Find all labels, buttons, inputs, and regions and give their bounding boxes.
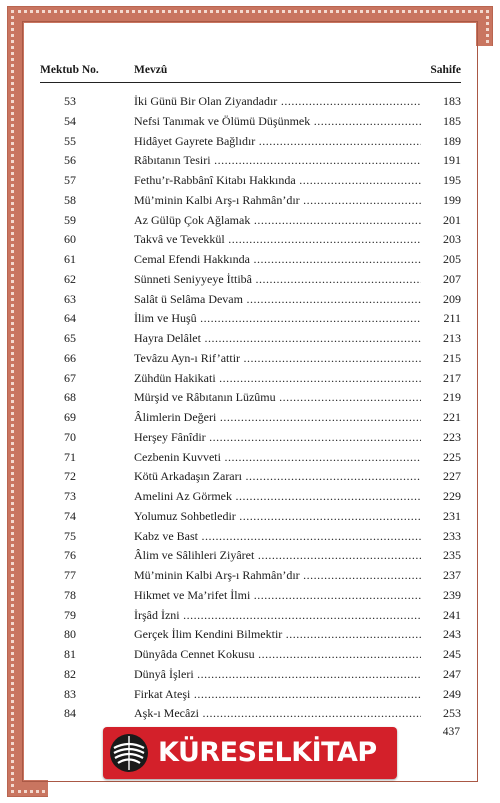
page-reference: 233 (443, 528, 461, 543)
letter-title: Fethu’r-Rabbânî Kitabı Hakkında ..... (134, 171, 421, 191)
letter-title: Zühdün Hakikati ..... (134, 369, 421, 389)
page-reference: 221 (443, 410, 461, 424)
letter-number: 81 (64, 647, 76, 661)
toc-row (40, 487, 461, 507)
toc-row (40, 586, 461, 606)
column-header-page: Sahife (430, 64, 461, 76)
letter-number: 54 (64, 113, 76, 128)
letter-title: Herşey Fânîdir ..... (134, 428, 421, 448)
letter-title: Cemal Efendi Hakkında ..... (134, 250, 421, 270)
toc-row (40, 230, 461, 250)
letter-number: 57 (64, 173, 76, 187)
letter-title: Dünyâda Cennet Kokusu ..... (134, 645, 421, 665)
letter-title: Yolumuz Sohbetledir ..... (134, 507, 421, 527)
toc-row (40, 132, 461, 152)
letter-number: 79 (64, 607, 76, 622)
letter-title: Mü’minin Kalbi Arş-ı Rahmân’dır ..... (134, 191, 421, 211)
column-header-number: Mektub No. (40, 64, 99, 76)
letter-number: 77 (64, 568, 76, 582)
letter-title: Nefsi Tanımak ve Ölümü Düşünmek ..... (134, 112, 421, 132)
letter-number: 53 (64, 94, 76, 108)
page-reference: 253 (443, 706, 461, 721)
letter-number: 76 (64, 548, 76, 563)
letter-number: 80 (64, 627, 76, 642)
toc-row (40, 408, 461, 428)
page-reference: 205 (443, 252, 461, 266)
page-reference: 243 (443, 627, 461, 642)
letter-number: 55 (64, 133, 76, 148)
letter-title: Hikmet ve Ma’rifet İlmi ..... (134, 586, 421, 606)
page-number: 437 (442, 726, 460, 738)
letter-number: 70 (64, 429, 76, 444)
letter-title: Amelini Az Görmek ..... (134, 487, 421, 507)
letter-title: Âlimlerin Değeri ..... (134, 408, 421, 428)
letter-title: Kabz ve Bast ..... (134, 527, 421, 547)
letter-number: 75 (64, 528, 76, 543)
page-reference: 235 (443, 548, 461, 563)
letter-number: 83 (64, 686, 76, 701)
letter-title: Kötü Arkadaşın Zararı ..... (134, 467, 421, 487)
brand-name: KÜRESELKİTAP (158, 737, 377, 768)
globe-icon (110, 734, 148, 772)
page-reference: 217 (443, 370, 461, 385)
toc-row (40, 428, 461, 448)
toc-row (40, 448, 461, 468)
letter-title: Hidâyet Gayrete Bağlıdır ..... (134, 132, 421, 152)
letter-title: İlim ve Huşû ..... (134, 309, 421, 329)
letter-title: Firkat Ateşi ..... (134, 685, 421, 705)
page-reference: 209 (443, 291, 461, 306)
letter-title: Takvâ ve Tevekkül ..... (134, 230, 421, 250)
letter-number: 74 (64, 508, 76, 523)
letter-number: 62 (64, 271, 76, 286)
toc-row (40, 625, 461, 645)
letter-number: 67 (64, 370, 76, 385)
page-reference: 245 (443, 647, 461, 661)
toc-row (40, 369, 461, 389)
toc-row (40, 467, 461, 487)
toc-row (40, 349, 461, 369)
letter-title: Sünneti Seniyyeye İttibâ ..... (134, 270, 421, 290)
toc-row (40, 92, 461, 112)
toc-row (40, 211, 461, 231)
page-reference: 227 (443, 469, 461, 484)
letter-number: 56 (64, 153, 76, 168)
toc-row (40, 329, 461, 349)
toc-row (40, 250, 461, 270)
page-reference: 213 (443, 331, 461, 345)
letter-number: 64 (64, 311, 76, 326)
page-reference: 229 (443, 489, 461, 503)
toc-row (40, 388, 461, 408)
page-reference: 237 (443, 568, 461, 582)
brand-logo (103, 727, 397, 779)
page-reference: 249 (443, 686, 461, 701)
table-header (40, 60, 461, 83)
toc-row (40, 704, 461, 724)
page-reference: 223 (443, 429, 461, 444)
letter-number: 63 (64, 291, 76, 306)
letter-title: Âlim ve Sâlihleri Ziyâret ..... (134, 546, 421, 566)
page-reference: 219 (443, 390, 461, 405)
toc-row (40, 151, 461, 171)
letter-number: 82 (64, 666, 76, 681)
letter-number: 65 (64, 331, 76, 345)
letter-number: 84 (64, 706, 76, 721)
letter-number: 58 (64, 192, 76, 207)
letter-number: 73 (64, 489, 76, 503)
page-reference: 195 (443, 173, 461, 187)
page-reference: 191 (443, 153, 461, 168)
page-reference: 215 (443, 350, 461, 365)
letter-number: 60 (64, 232, 76, 247)
column-header-subject: Mevzû (134, 64, 168, 76)
page-reference: 201 (443, 212, 461, 227)
toc-row (40, 270, 461, 290)
toc-row (40, 685, 461, 705)
table-of-contents (40, 92, 461, 724)
letter-title: Mü’minin Kalbi Arş-ı Rahmân’dır ..... (134, 566, 421, 586)
toc-row (40, 112, 461, 132)
letter-number: 66 (64, 350, 76, 365)
letter-number: 78 (64, 587, 76, 602)
letter-title: Az Gülüp Çok Ağlamak ..... (134, 211, 421, 231)
toc-row (40, 309, 461, 329)
toc-row (40, 507, 461, 527)
letter-number: 61 (64, 252, 76, 266)
letter-number: 72 (64, 469, 76, 484)
toc-row (40, 665, 461, 685)
toc-row (40, 290, 461, 310)
letter-title: Aşk-ı Mecâzi ..... (134, 704, 421, 724)
letter-title: Mürşid ve Râbıtanın Lüzûmu ..... (134, 388, 421, 408)
letter-title: Tevâzu Ayn-ı Rif’attir ..... (134, 349, 421, 369)
page-reference: 211 (443, 311, 461, 326)
letter-number: 59 (64, 212, 76, 227)
letter-title: Râbıtanın Tesiri ..... (134, 151, 421, 171)
letter-title: Cezbenin Kuvveti ..... (134, 448, 421, 468)
page-reference: 207 (443, 271, 461, 286)
toc-row (40, 171, 461, 191)
page-reference: 183 (443, 94, 461, 108)
page-reference: 199 (443, 192, 461, 207)
page-reference: 189 (443, 133, 461, 148)
page-reference: 239 (443, 587, 461, 602)
toc-row (40, 191, 461, 211)
page-reference: 231 (443, 508, 461, 523)
letter-title: Dünyâ İşleri ..... (134, 665, 421, 685)
letter-title: Salât ü Selâma Devam ..... (134, 290, 421, 310)
page-reference: 203 (443, 232, 461, 247)
toc-row (40, 566, 461, 586)
toc-row (40, 546, 461, 566)
letter-title: İki Günü Bir Olan Ziyandadır ..... (134, 92, 421, 112)
toc-row (40, 645, 461, 665)
letter-title: Hayra Delâlet ..... (134, 329, 421, 349)
page-reference: 247 (443, 666, 461, 681)
letter-number: 68 (64, 390, 76, 405)
toc-row (40, 606, 461, 626)
letter-number: 71 (64, 449, 76, 464)
letter-number: 69 (64, 410, 76, 424)
page-reference: 241 (443, 607, 461, 622)
letter-title: Gerçek İlim Kendini Bilmektir ..... (134, 625, 421, 645)
toc-row (40, 527, 461, 547)
page-reference: 185 (443, 113, 461, 128)
page-reference: 225 (443, 449, 461, 464)
letter-title: İrşâd İzni ..... (134, 606, 421, 626)
